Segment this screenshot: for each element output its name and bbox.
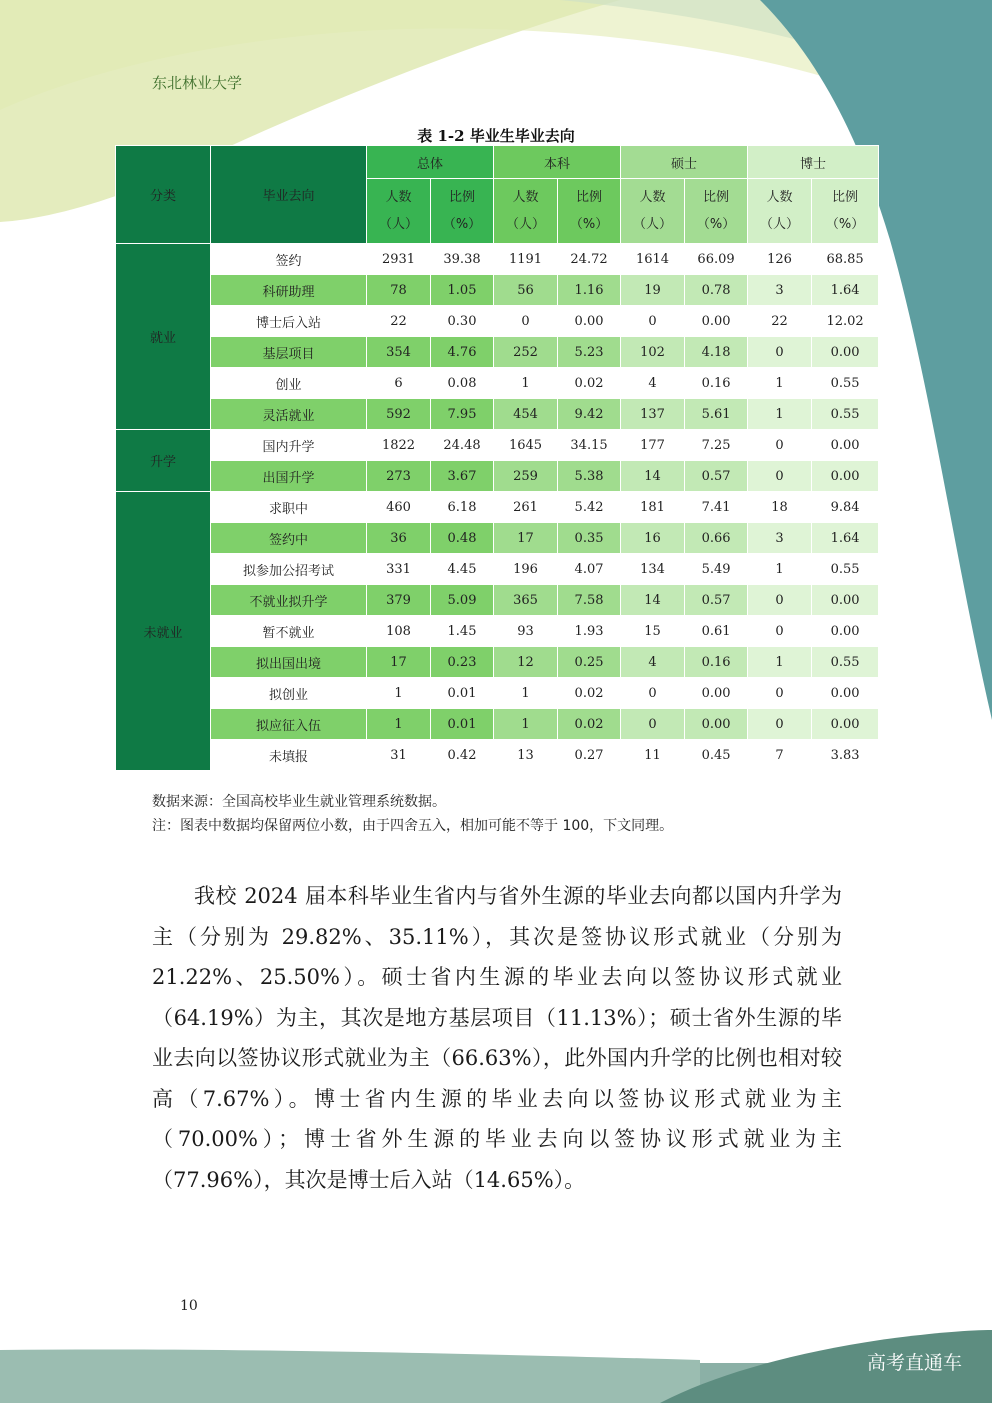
table-row: [116, 399, 879, 430]
destination-label: 基层项目: [211, 337, 367, 368]
count-cell: 331: [367, 554, 431, 585]
count-cell: 0: [621, 678, 685, 709]
header-group-total: 总体: [367, 146, 494, 179]
table-row: [116, 709, 879, 740]
destination-label: 拟参加公招考试: [211, 554, 367, 585]
data-source-note: 数据来源：全国高校毕业生就业管理系统数据。: [152, 794, 446, 810]
count-cell: 11: [621, 740, 685, 771]
count-cell: 259: [494, 461, 558, 492]
count-cell: 14: [621, 461, 685, 492]
header-ratio: 比例 （%）: [685, 179, 748, 244]
watermark-text: 高考直通车: [866, 1352, 962, 1374]
count-cell: 460: [367, 492, 431, 523]
table-caption: 表 1-2 毕业生毕业去向: [417, 127, 575, 145]
table-notes: [152, 790, 673, 838]
ratio-cell: 0.16: [685, 647, 748, 678]
count-cell: 379: [367, 585, 431, 616]
ratio-cell: 1.64: [812, 523, 879, 554]
count-cell: 1: [494, 368, 558, 399]
destination-label: 出国升学: [211, 461, 367, 492]
count-cell: 108: [367, 616, 431, 647]
count-cell: 273: [367, 461, 431, 492]
ratio-cell: 0.00: [558, 306, 621, 337]
header-ratio: 比例 （%）: [431, 179, 494, 244]
ratio-cell: 0.00: [812, 337, 879, 368]
ratio-cell: 1.93: [558, 616, 621, 647]
count-cell: 1: [494, 709, 558, 740]
ratio-cell: 0.16: [685, 368, 748, 399]
ratio-cell: 0.27: [558, 740, 621, 771]
category-cell: 升学: [116, 430, 211, 492]
count-cell: 22: [748, 306, 812, 337]
count-cell: 181: [621, 492, 685, 523]
ratio-cell: 0.00: [812, 430, 879, 461]
count-cell: 0: [748, 585, 812, 616]
count-cell: 1: [748, 399, 812, 430]
count-cell: 0: [494, 306, 558, 337]
count-cell: 0: [621, 306, 685, 337]
category-cell: 未就业: [116, 492, 211, 771]
ratio-cell: 0.55: [812, 368, 879, 399]
count-cell: 252: [494, 337, 558, 368]
destination-label: 签约: [211, 244, 367, 275]
ratio-cell: 0.01: [431, 678, 494, 709]
count-cell: 0: [748, 709, 812, 740]
destination-label: 创业: [211, 368, 367, 399]
ratio-cell: 5.23: [558, 337, 621, 368]
count-cell: 102: [621, 337, 685, 368]
ratio-cell: 7.41: [685, 492, 748, 523]
graduate-destination-table: [115, 145, 879, 771]
ratio-cell: 1.05: [431, 275, 494, 306]
count-cell: 3: [748, 523, 812, 554]
ratio-cell: 1.64: [812, 275, 879, 306]
table-row: [116, 523, 879, 554]
count-cell: 12: [494, 647, 558, 678]
ratio-cell: 7.25: [685, 430, 748, 461]
ratio-cell: 0.23: [431, 647, 494, 678]
ratio-cell: 4.45: [431, 554, 494, 585]
count-cell: 1: [748, 368, 812, 399]
ratio-cell: 4.76: [431, 337, 494, 368]
ratio-cell: 1.45: [431, 616, 494, 647]
ratio-cell: 0.55: [812, 554, 879, 585]
ratio-cell: 3.83: [812, 740, 879, 771]
count-cell: 1: [748, 647, 812, 678]
count-cell: 0: [748, 337, 812, 368]
header-ratio: 比例 （%）: [812, 179, 879, 244]
ratio-cell: 7.95: [431, 399, 494, 430]
count-cell: 16: [621, 523, 685, 554]
ratio-cell: 0.30: [431, 306, 494, 337]
school-name-header: 东北林业大学: [152, 74, 243, 92]
table-row: [116, 647, 879, 678]
count-cell: 0: [748, 616, 812, 647]
count-cell: 78: [367, 275, 431, 306]
ratio-cell: 6.18: [431, 492, 494, 523]
count-cell: 31: [367, 740, 431, 771]
destination-label: 拟创业: [211, 678, 367, 709]
header-group-doctor: 博士: [748, 146, 879, 179]
ratio-cell: 0.42: [431, 740, 494, 771]
ratio-cell: 0.08: [431, 368, 494, 399]
ratio-cell: 0.66: [685, 523, 748, 554]
ratio-cell: 66.09: [685, 244, 748, 275]
count-cell: 0: [748, 678, 812, 709]
ratio-cell: 5.09: [431, 585, 494, 616]
ratio-cell: 0.48: [431, 523, 494, 554]
count-cell: 137: [621, 399, 685, 430]
ratio-cell: 0.02: [558, 678, 621, 709]
count-cell: 14: [621, 585, 685, 616]
count-cell: 4: [621, 368, 685, 399]
ratio-cell: 0.00: [685, 709, 748, 740]
ratio-cell: 0.25: [558, 647, 621, 678]
ratio-cell: 3.67: [431, 461, 494, 492]
ratio-cell: 24.48: [431, 430, 494, 461]
count-cell: 13: [494, 740, 558, 771]
count-cell: 126: [748, 244, 812, 275]
destination-label: 求职中: [211, 492, 367, 523]
destination-label: 国内升学: [211, 430, 367, 461]
count-cell: 1191: [494, 244, 558, 275]
table-row: [116, 492, 879, 523]
count-cell: 15: [621, 616, 685, 647]
destination-label: 科研助理: [211, 275, 367, 306]
count-cell: 36: [367, 523, 431, 554]
count-cell: 7: [748, 740, 812, 771]
header-group-undergrad: 本科: [494, 146, 621, 179]
ratio-cell: 0.55: [812, 399, 879, 430]
count-cell: 1: [748, 554, 812, 585]
count-cell: 3: [748, 275, 812, 306]
count-cell: 0: [748, 430, 812, 461]
ratio-cell: 0.78: [685, 275, 748, 306]
count-cell: 19: [621, 275, 685, 306]
ratio-cell: 0.00: [685, 306, 748, 337]
ratio-cell: 5.42: [558, 492, 621, 523]
ratio-cell: 0.00: [812, 461, 879, 492]
count-cell: 0: [748, 461, 812, 492]
destination-label: 拟应征入伍: [211, 709, 367, 740]
destination-label: 灵活就业: [211, 399, 367, 430]
header-destination: 毕业去向: [211, 146, 367, 244]
ratio-cell: 0.57: [685, 585, 748, 616]
ratio-cell: 0.35: [558, 523, 621, 554]
table-body: [116, 244, 879, 771]
body-paragraph: 我校 2024 届本科毕业生省内与省外生源的毕业去向都以国内升学为主（分别为 29.82%、35.11%），其次是签协议形式就业（分别为 21.22%、25.50%）。硕士省内生源的毕业去向以签协议形式就业（64.19%）为主，其次是地方基层项目（11.13%）；硕士省外生源的毕业去向以签协议形式就业为主（66.63%），此外国内升学的比例也相对较高（7.67%）。博士省内生源的毕业去向以签协议形式就业为主（70.00%）；博士省外生源的毕业去向以签协议形式就业为主（77.96%），其次是博士后入站（14.65%）。: [152, 884, 842, 1192]
ratio-cell: 1.16: [558, 275, 621, 306]
table-row: [116, 585, 879, 616]
header-count: 人数 （人）: [367, 179, 431, 244]
count-cell: 354: [367, 337, 431, 368]
ratio-cell: 5.49: [685, 554, 748, 585]
count-cell: 1: [367, 678, 431, 709]
table-row: [116, 461, 879, 492]
count-cell: 0: [621, 709, 685, 740]
table-row: [116, 430, 879, 461]
count-cell: 56: [494, 275, 558, 306]
ratio-cell: 0.00: [685, 678, 748, 709]
header-count: 人数 （人）: [621, 179, 685, 244]
ratio-cell: 0.01: [431, 709, 494, 740]
count-cell: 1: [367, 709, 431, 740]
table-row: [116, 337, 879, 368]
ratio-cell: 12.02: [812, 306, 879, 337]
ratio-cell: 0.45: [685, 740, 748, 771]
count-cell: 177: [621, 430, 685, 461]
header-category: 分类: [116, 146, 211, 244]
count-cell: 4: [621, 647, 685, 678]
table-row: [116, 306, 879, 337]
ratio-cell: 24.72: [558, 244, 621, 275]
header-count: 人数 （人）: [494, 179, 558, 244]
count-cell: 261: [494, 492, 558, 523]
count-cell: 196: [494, 554, 558, 585]
ratio-cell: 7.58: [558, 585, 621, 616]
ratio-cell: 0.00: [812, 616, 879, 647]
table-row: [116, 554, 879, 585]
table-row: [116, 275, 879, 306]
count-cell: 365: [494, 585, 558, 616]
rounding-note: 注：图表中数据均保留两位小数，由于四舍五入，相加可能不等于 100，下文同理。: [152, 818, 674, 834]
ratio-cell: 9.42: [558, 399, 621, 430]
ratio-cell: 5.61: [685, 399, 748, 430]
count-cell: 1: [494, 678, 558, 709]
count-cell: 22: [367, 306, 431, 337]
count-cell: 6: [367, 368, 431, 399]
table-row: [116, 740, 879, 771]
destination-label: 签约中: [211, 523, 367, 554]
count-cell: 17: [367, 647, 431, 678]
count-cell: 1614: [621, 244, 685, 275]
destination-label: 拟出国出境: [211, 647, 367, 678]
table-row: [116, 678, 879, 709]
ratio-cell: 4.07: [558, 554, 621, 585]
table-row: [116, 616, 879, 647]
count-cell: 134: [621, 554, 685, 585]
count-cell: 592: [367, 399, 431, 430]
ratio-cell: 68.85: [812, 244, 879, 275]
ratio-cell: 0.57: [685, 461, 748, 492]
ratio-cell: 34.15: [558, 430, 621, 461]
category-cell: 就业: [116, 244, 211, 430]
ratio-cell: 4.18: [685, 337, 748, 368]
ratio-cell: 0.02: [558, 368, 621, 399]
count-cell: 93: [494, 616, 558, 647]
count-cell: 2931: [367, 244, 431, 275]
ratio-cell: 9.84: [812, 492, 879, 523]
ratio-cell: 5.38: [558, 461, 621, 492]
table-row: [116, 368, 879, 399]
count-cell: 18: [748, 492, 812, 523]
count-cell: 454: [494, 399, 558, 430]
header-ratio: 比例 （%）: [558, 179, 621, 244]
destination-label: 不就业拟升学: [211, 585, 367, 616]
count-cell: 1645: [494, 430, 558, 461]
ratio-cell: 0.00: [812, 678, 879, 709]
header-count: 人数 （人）: [748, 179, 812, 244]
table-row: [116, 244, 879, 275]
header-group-master: 硕士: [621, 146, 748, 179]
destination-label: 未填报: [211, 740, 367, 771]
page-number: 10: [180, 1298, 198, 1314]
destination-label: 博士后入站: [211, 306, 367, 337]
ratio-cell: 0.61: [685, 616, 748, 647]
ratio-cell: 39.38: [431, 244, 494, 275]
ratio-cell: 0.00: [812, 709, 879, 740]
ratio-cell: 0.55: [812, 647, 879, 678]
count-cell: 17: [494, 523, 558, 554]
ratio-cell: 0.00: [812, 585, 879, 616]
count-cell: 1822: [367, 430, 431, 461]
destination-label: 暂不就业: [211, 616, 367, 647]
ratio-cell: 0.02: [558, 709, 621, 740]
